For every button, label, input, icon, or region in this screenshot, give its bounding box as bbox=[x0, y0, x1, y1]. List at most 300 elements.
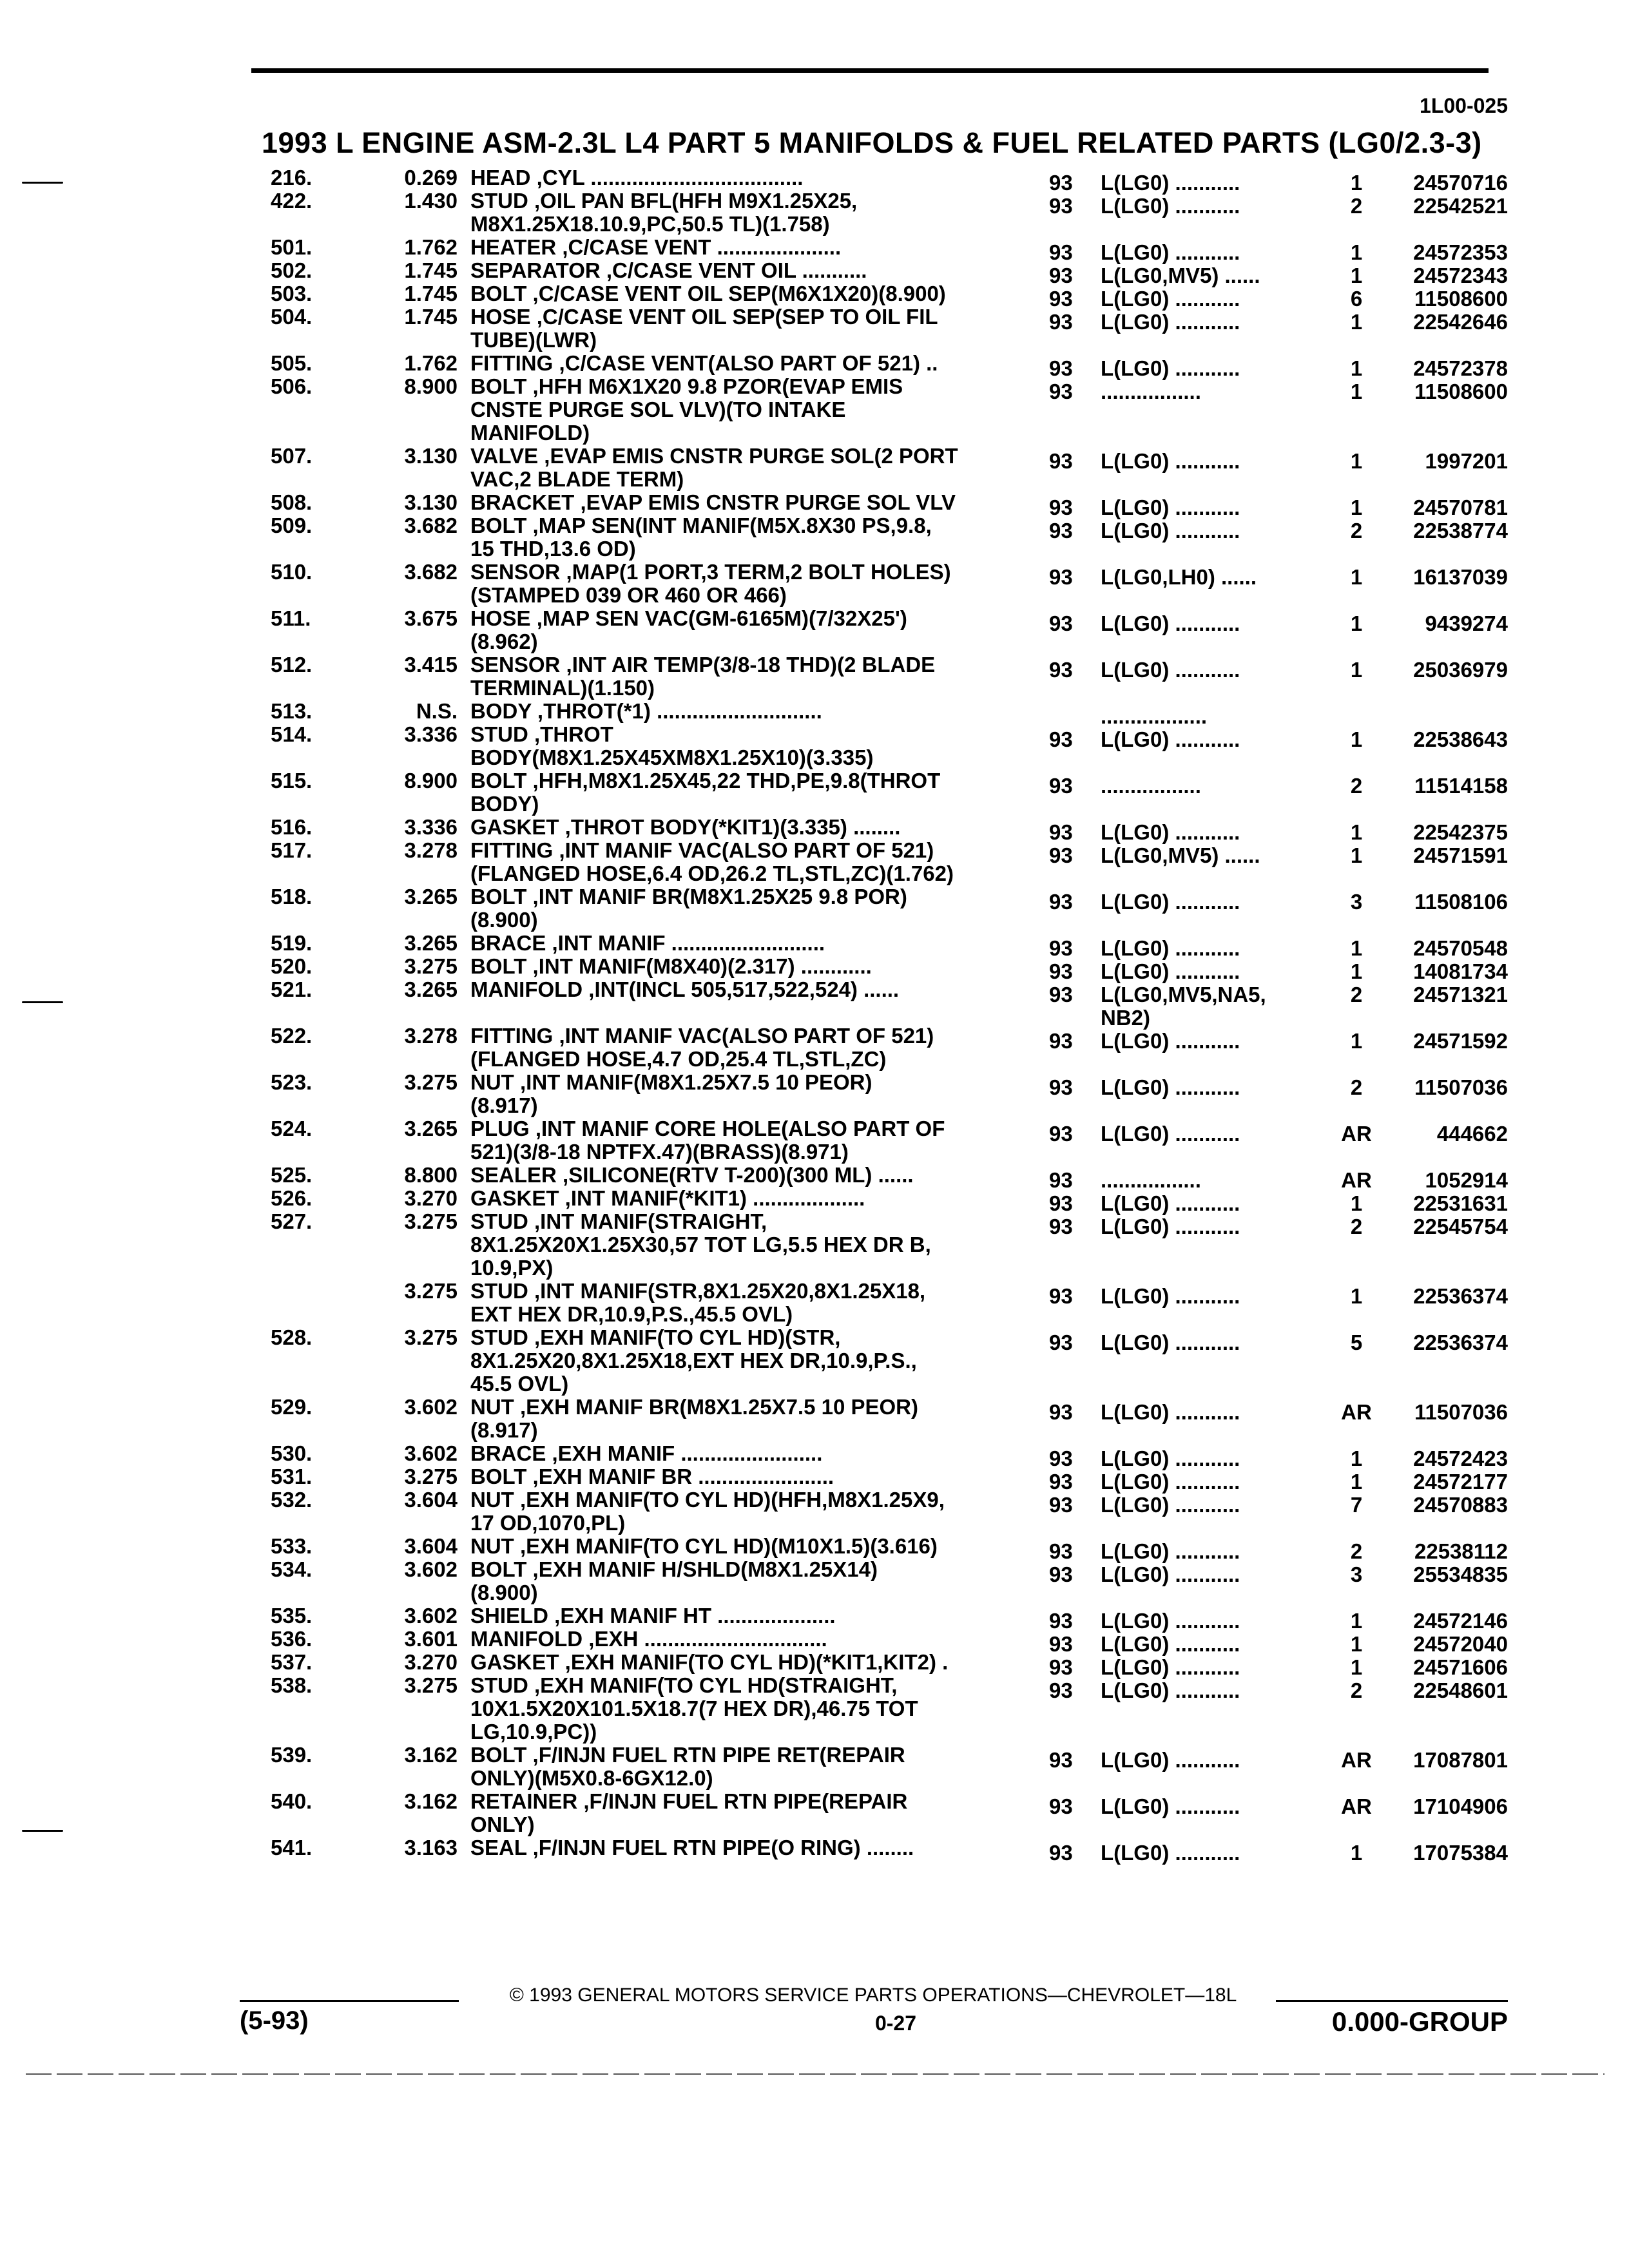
usage-line: L(LG0) ........... bbox=[1101, 1284, 1240, 1308]
group-code: 3.278 bbox=[404, 838, 458, 862]
usage-line: L(LG0) ........... bbox=[1101, 727, 1240, 751]
table-row bbox=[0, 1210, 1629, 1280]
part-description bbox=[470, 932, 1005, 955]
table-row bbox=[0, 258, 1629, 287]
quantity: 2 bbox=[1350, 1215, 1363, 1238]
usage-line: L(LG0) ........... bbox=[1101, 1331, 1240, 1354]
item-number: 519. bbox=[271, 931, 313, 955]
group-code: 3.602 bbox=[404, 1395, 458, 1419]
table-row bbox=[0, 375, 1629, 445]
description-line: STUD ,EXH MANIF(TO CYL HD)(STR, bbox=[470, 1325, 841, 1349]
group-code: 1.745 bbox=[404, 282, 458, 305]
table-row bbox=[0, 514, 1629, 561]
model-year: 93 bbox=[1049, 820, 1073, 844]
usage-line: L(LG0) ........... bbox=[1101, 449, 1240, 473]
model-year: 93 bbox=[1049, 449, 1073, 473]
group-code: 3.602 bbox=[404, 1557, 458, 1581]
quantity: 7 bbox=[1350, 1493, 1363, 1517]
quantity: 3 bbox=[1350, 890, 1363, 914]
quantity: 1 bbox=[1350, 959, 1363, 983]
table-row bbox=[0, 815, 1629, 844]
usage-code bbox=[1101, 1122, 1320, 1146]
description-line: VAC,2 BLADE TERM) bbox=[470, 467, 684, 491]
usage-line: L(LG0,MV5) ...... bbox=[1101, 843, 1260, 867]
table-row bbox=[0, 1117, 1629, 1164]
part-description bbox=[470, 1465, 1005, 1488]
table-row bbox=[0, 723, 1629, 769]
quantity: 1 bbox=[1350, 820, 1363, 844]
table-row bbox=[0, 1071, 1629, 1117]
model-year: 93 bbox=[1049, 519, 1073, 543]
group-code: 1.745 bbox=[404, 258, 458, 282]
usage-code bbox=[1101, 450, 1320, 473]
part-description bbox=[470, 816, 1005, 839]
group-code: 8.800 bbox=[404, 1163, 458, 1187]
part-number: 11507036 bbox=[1414, 1075, 1508, 1099]
group-code: 8.900 bbox=[404, 769, 458, 793]
part-number: 17104906 bbox=[1413, 1794, 1508, 1818]
item-number: 532. bbox=[271, 1488, 313, 1512]
description-line: HOSE ,C/CASE VENT OIL SEP(SEP TO OIL FIL bbox=[470, 305, 938, 329]
model-year: 93 bbox=[1049, 1539, 1073, 1563]
usage-code bbox=[1101, 1285, 1320, 1308]
table-row bbox=[0, 1534, 1629, 1563]
quantity: AR bbox=[1341, 1400, 1372, 1424]
usage-line: L(LG0) ........... bbox=[1101, 1678, 1240, 1702]
item-number: 506. bbox=[271, 374, 313, 398]
part-description bbox=[470, 1117, 1005, 1164]
part-number: 22545754 bbox=[1413, 1215, 1508, 1238]
usage-line: L(LG0) ........... bbox=[1101, 240, 1240, 264]
model-year: 93 bbox=[1049, 264, 1073, 287]
table-row bbox=[0, 1650, 1629, 1679]
description-line: NUT ,INT MANIF(M8X1.25X7.5 10 PEOR) bbox=[470, 1070, 872, 1094]
part-number: 25036979 bbox=[1413, 658, 1508, 682]
item-number: 216. bbox=[271, 166, 313, 189]
quantity: 1 bbox=[1350, 727, 1363, 751]
table-row bbox=[0, 1604, 1629, 1633]
item-number: 517. bbox=[271, 838, 313, 862]
description-line: SEALER ,SILICONE(RTV T-200)(300 ML) ...... bbox=[470, 1163, 914, 1187]
model-year: 93 bbox=[1049, 1470, 1073, 1494]
usage-line: L(LG0,MV5) ...... bbox=[1101, 264, 1260, 287]
description-line: (FLANGED HOSE,6.4 OD,26.2 TL,STL,ZC)(1.762) bbox=[470, 861, 954, 885]
item-number: 536. bbox=[271, 1627, 313, 1651]
top-rule bbox=[251, 68, 1489, 73]
table-row bbox=[0, 1280, 1629, 1326]
quantity: 1 bbox=[1350, 356, 1363, 380]
part-description bbox=[470, 607, 1005, 653]
quantity: 1 bbox=[1350, 1446, 1363, 1470]
group-code: 3.602 bbox=[404, 1441, 458, 1465]
model-year: 93 bbox=[1049, 565, 1073, 589]
quantity: AR bbox=[1341, 1122, 1372, 1146]
quantity: 1 bbox=[1350, 1191, 1363, 1215]
item-number: 501. bbox=[271, 235, 313, 259]
quantity: 1 bbox=[1350, 264, 1363, 287]
quantity: 2 bbox=[1350, 774, 1363, 798]
item-number: 512. bbox=[271, 653, 313, 677]
usage-code bbox=[1101, 658, 1320, 682]
part-description bbox=[470, 259, 1005, 282]
group-code: 3.604 bbox=[404, 1488, 458, 1512]
part-description bbox=[470, 955, 1005, 978]
quantity: AR bbox=[1341, 1168, 1372, 1192]
model-year: 93 bbox=[1049, 727, 1073, 751]
description-line: BODY(M8X1.25X45XM8X1.25X10)(3.335) bbox=[470, 745, 874, 769]
part-number: 1997201 bbox=[1425, 449, 1508, 473]
quantity: 1 bbox=[1350, 843, 1363, 867]
usage-code bbox=[1101, 1563, 1320, 1586]
quantity: 1 bbox=[1350, 1284, 1363, 1308]
table-row bbox=[0, 561, 1629, 607]
description-line: (8.917) bbox=[470, 1093, 538, 1117]
model-year: 93 bbox=[1049, 1029, 1073, 1053]
usage-line: L(LG0) ........... bbox=[1101, 890, 1240, 914]
group-code: 3.265 bbox=[404, 931, 458, 955]
part-number: 11508106 bbox=[1414, 890, 1508, 914]
description-line: (STAMPED 039 OR 460 OR 466) bbox=[470, 583, 787, 607]
item-number: 513. bbox=[271, 699, 313, 723]
model-year: 93 bbox=[1049, 1794, 1073, 1818]
part-description bbox=[470, 514, 1005, 561]
model-year: 93 bbox=[1049, 1191, 1073, 1215]
part-number: 9439274 bbox=[1425, 611, 1508, 635]
part-number: 22542646 bbox=[1413, 310, 1508, 334]
table-row bbox=[0, 1186, 1629, 1215]
part-description bbox=[470, 305, 1005, 352]
description-line: BOLT ,MAP SEN(INT MANIF(M5X.8X30 PS,9.8, bbox=[470, 514, 932, 537]
part-number: 444662 bbox=[1436, 1122, 1508, 1146]
description-line: MANIFOLD ,INT(INCL 505,517,522,524) ...... bbox=[470, 977, 900, 1001]
table-row bbox=[0, 885, 1629, 932]
description-line: 15 THD,13.6 OD) bbox=[470, 537, 636, 561]
item-number: 529. bbox=[271, 1395, 313, 1419]
usage-line: L(LG0) ........... bbox=[1101, 1655, 1240, 1679]
model-year: 93 bbox=[1049, 1493, 1073, 1517]
table-row bbox=[0, 166, 1629, 195]
item-number: 515. bbox=[271, 769, 313, 793]
usage-line: L(LG0) ........... bbox=[1101, 194, 1240, 218]
quantity: 5 bbox=[1350, 1331, 1363, 1354]
group-code: 3.162 bbox=[404, 1743, 458, 1767]
part-description bbox=[470, 1187, 1005, 1210]
model-year: 93 bbox=[1049, 495, 1073, 519]
group-code: 3.265 bbox=[404, 1117, 458, 1140]
quantity: 1 bbox=[1350, 1655, 1363, 1679]
table-row bbox=[0, 1744, 1629, 1790]
item-number: 509. bbox=[271, 514, 313, 537]
part-number: 24572177 bbox=[1413, 1470, 1508, 1494]
model-year: 93 bbox=[1049, 1632, 1073, 1656]
description-line: BOLT ,HFH M6X1X20 9.8 PZOR(EVAP EMIS bbox=[470, 374, 903, 398]
part-description bbox=[470, 1604, 1005, 1628]
part-description bbox=[470, 166, 1005, 189]
model-year: 93 bbox=[1049, 1215, 1073, 1238]
description-line: NUT ,EXH MANIF(TO CYL HD)(HFH,M8X1.25X9, bbox=[470, 1488, 945, 1512]
part-number: 24572040 bbox=[1413, 1632, 1508, 1656]
part-number: 22548601 bbox=[1413, 1678, 1508, 1702]
description-line: SENSOR ,INT AIR TEMP(3/8-18 THD)(2 BLADE bbox=[470, 653, 936, 677]
description-line: BODY) bbox=[470, 792, 539, 816]
group-code: 3.682 bbox=[404, 514, 458, 537]
table-row bbox=[0, 445, 1629, 491]
description-line: BOLT ,F/INJN FUEL RTN PIPE RET(REPAIR bbox=[470, 1743, 905, 1767]
usage-code bbox=[1101, 519, 1320, 543]
group-code: 3.675 bbox=[404, 606, 458, 630]
group-code: 3.130 bbox=[404, 444, 458, 468]
part-number: 16137039 bbox=[1413, 565, 1508, 589]
usage-code bbox=[1101, 612, 1320, 635]
part-description bbox=[470, 1836, 1005, 1860]
description-line: SHIELD ,EXH MANIF HT .................... bbox=[470, 1604, 836, 1628]
description-line: 8X1.25X20,8X1.25X18,EXT HEX DR,10.9,P.S., bbox=[470, 1349, 917, 1372]
usage-line: NB2) bbox=[1101, 1006, 1151, 1030]
table-row bbox=[0, 1326, 1629, 1396]
description-line: SEAL ,F/INJN FUEL RTN PIPE(O RING) ........ bbox=[470, 1836, 914, 1860]
usage-code bbox=[1101, 1401, 1320, 1424]
description-line: 10.9,PX) bbox=[470, 1256, 554, 1280]
usage-code bbox=[1101, 774, 1320, 798]
item-number: 422. bbox=[271, 189, 313, 213]
usage-line: L(LG0) ........... bbox=[1101, 820, 1240, 844]
description-line: SEPARATOR ,C/CASE VENT OIL ........... bbox=[470, 258, 867, 282]
part-number: 22536374 bbox=[1413, 1331, 1508, 1354]
group-code: 3.130 bbox=[404, 490, 458, 514]
usage-line: L(LG0) ........... bbox=[1101, 1748, 1240, 1772]
usage-code bbox=[1101, 1494, 1320, 1517]
usage-line: L(LG0) ........... bbox=[1101, 1029, 1240, 1053]
part-description bbox=[470, 1744, 1005, 1790]
item-number: 516. bbox=[271, 815, 313, 839]
table-row bbox=[0, 351, 1629, 380]
description-line: BOLT ,INT MANIF BR(M8X1.25X25 9.8 POR) bbox=[470, 885, 907, 908]
description-line: BOLT ,EXH MANIF H/SHLD(M8X1.25X14) bbox=[470, 1557, 878, 1581]
quantity: 1 bbox=[1350, 1841, 1363, 1865]
part-number: 22538774 bbox=[1413, 519, 1508, 543]
model-year: 93 bbox=[1049, 1446, 1073, 1470]
group-code: 3.278 bbox=[404, 1024, 458, 1048]
description-line: CNSTE PURGE SOL VLV)(TO INTAKE bbox=[470, 398, 846, 421]
usage-line: L(LG0) ........... bbox=[1101, 519, 1240, 543]
part-number: 1052914 bbox=[1425, 1168, 1508, 1192]
quantity: 3 bbox=[1350, 1562, 1363, 1586]
description-line: BOLT ,C/CASE VENT OIL SEP(M6X1X20)(8.900) bbox=[470, 282, 946, 305]
part-number: 17075384 bbox=[1413, 1841, 1508, 1865]
group-code: 3.275 bbox=[404, 1279, 458, 1303]
table-row bbox=[0, 1674, 1629, 1744]
description-line: STUD ,OIL PAN BFL(HFH M9X1.25X25, bbox=[470, 189, 858, 213]
item-number: 503. bbox=[271, 282, 313, 305]
item-number: 527. bbox=[271, 1209, 313, 1233]
description-line: ONLY) bbox=[470, 1812, 535, 1836]
model-year: 93 bbox=[1049, 1678, 1073, 1702]
group-code: 3.336 bbox=[404, 815, 458, 839]
usage-line: ................. bbox=[1101, 774, 1201, 798]
usage-code bbox=[1101, 844, 1320, 867]
part-description bbox=[470, 236, 1005, 259]
parts-table bbox=[0, 166, 1629, 1865]
item-number: 520. bbox=[271, 954, 313, 978]
usage-line: L(LG0) ........... bbox=[1101, 959, 1240, 983]
description-line: ONLY)(M5X0.8-6GX12.0) bbox=[470, 1766, 713, 1790]
part-description bbox=[470, 1558, 1005, 1604]
usage-line: L(LG0) ........... bbox=[1101, 287, 1240, 311]
part-number: 11514158 bbox=[1414, 774, 1508, 798]
quantity: 2 bbox=[1350, 1539, 1363, 1563]
item-number: 525. bbox=[271, 1163, 313, 1187]
usage-line: L(LG0) ........... bbox=[1101, 936, 1240, 960]
group-code: N.S. bbox=[416, 699, 458, 723]
table-row bbox=[0, 1163, 1629, 1192]
part-description bbox=[470, 282, 1005, 305]
item-number: 537. bbox=[271, 1650, 313, 1674]
description-line: 17 OD,1070,PL) bbox=[470, 1511, 626, 1535]
item-number: 508. bbox=[271, 490, 313, 514]
description-line: PLUG ,INT MANIF CORE HOLE(ALSO PART OF bbox=[470, 1117, 945, 1140]
part-description bbox=[470, 561, 1005, 607]
model-year: 93 bbox=[1049, 380, 1073, 403]
quantity: 2 bbox=[1350, 194, 1363, 218]
part-description bbox=[470, 189, 1005, 236]
part-number: 24571606 bbox=[1413, 1655, 1508, 1679]
part-number: 24571592 bbox=[1413, 1029, 1508, 1053]
quantity: 1 bbox=[1350, 1470, 1363, 1494]
description-line: HEATER ,C/CASE VENT ..................... bbox=[470, 235, 842, 259]
quantity: 1 bbox=[1350, 1029, 1363, 1053]
usage-line: L(LG0) ........... bbox=[1101, 356, 1240, 380]
model-year: 93 bbox=[1049, 936, 1073, 960]
usage-line: .................. bbox=[1101, 704, 1208, 728]
quantity: AR bbox=[1341, 1794, 1372, 1818]
item-number: 514. bbox=[271, 722, 313, 746]
description-line: M8X1.25X18.10.9,PC,50.5 TL)(1.758) bbox=[470, 212, 830, 236]
description-line: STUD ,INT MANIF(STR,8X1.25X20,8X1.25X18, bbox=[470, 1279, 926, 1303]
table-row bbox=[0, 931, 1629, 960]
part-description bbox=[470, 1790, 1005, 1836]
item-number: 521. bbox=[271, 977, 313, 1001]
group-code: 3.163 bbox=[404, 1836, 458, 1860]
usage-line: L(LG0) ........... bbox=[1101, 1215, 1240, 1238]
quantity: 6 bbox=[1350, 287, 1363, 311]
table-row bbox=[0, 1396, 1629, 1442]
usage-code bbox=[1101, 1030, 1320, 1053]
usage-code bbox=[1101, 1331, 1320, 1354]
group-code: 1.745 bbox=[404, 305, 458, 329]
group-label: 0.000-GROUP bbox=[1331, 2006, 1508, 2037]
usage-line: L(LG0) ........... bbox=[1101, 658, 1240, 682]
usage-line: L(LG0) ........... bbox=[1101, 611, 1240, 635]
description-line: TERMINAL)(1.150) bbox=[470, 676, 655, 700]
usage-code bbox=[1101, 311, 1320, 334]
usage-line: L(LG0) ........... bbox=[1101, 1539, 1240, 1563]
part-description bbox=[470, 1210, 1005, 1280]
item-number: 538. bbox=[271, 1673, 313, 1697]
usage-line: L(LG0) ........... bbox=[1101, 1470, 1240, 1494]
part-description bbox=[470, 978, 1005, 1001]
part-description bbox=[470, 653, 1005, 700]
part-description bbox=[470, 1326, 1005, 1396]
description-line: EXT HEX DR,10.9,P.S.,45.5 OVL) bbox=[470, 1302, 793, 1326]
usage-code bbox=[1101, 728, 1320, 751]
description-line: (8.962) bbox=[470, 629, 538, 653]
table-row bbox=[0, 1441, 1629, 1470]
group-code: 3.270 bbox=[404, 1650, 458, 1674]
model-year: 93 bbox=[1049, 240, 1073, 264]
model-year: 93 bbox=[1049, 1168, 1073, 1192]
description-line: (FLANGED HOSE,4.7 OD,25.4 TL,STL,ZC) bbox=[470, 1047, 887, 1071]
description-line: BOLT ,HFH,M8X1.25X45,22 THD,PE,9.8(THROT bbox=[470, 769, 941, 793]
model-year: 93 bbox=[1049, 1331, 1073, 1354]
item-number: 540. bbox=[271, 1789, 313, 1813]
part-description bbox=[470, 1164, 1005, 1187]
part-number: 14081734 bbox=[1413, 959, 1508, 983]
table-row bbox=[0, 607, 1629, 653]
description-line: 45.5 OVL) bbox=[470, 1372, 569, 1396]
description-line: STUD ,INT MANIF(STRAIGHT, bbox=[470, 1209, 767, 1233]
model-year: 93 bbox=[1049, 774, 1073, 798]
part-description bbox=[470, 1442, 1005, 1465]
part-number: 22538643 bbox=[1413, 727, 1508, 751]
usage-code bbox=[1101, 1679, 1320, 1702]
table-row bbox=[0, 189, 1629, 236]
model-year: 93 bbox=[1049, 1400, 1073, 1424]
item-number: 535. bbox=[271, 1604, 313, 1628]
model-year: 93 bbox=[1049, 1748, 1073, 1772]
bottom-rule bbox=[26, 2073, 1605, 2075]
quantity: 1 bbox=[1350, 1632, 1363, 1656]
group-code: 8.900 bbox=[404, 374, 458, 398]
description-line: BODY ,THROT(*1) ............................ bbox=[470, 699, 822, 723]
model-year: 93 bbox=[1049, 983, 1073, 1006]
usage-line: L(LG0,LH0) ...... bbox=[1101, 565, 1257, 589]
footer-rule-left bbox=[240, 2000, 459, 2002]
part-description bbox=[470, 375, 1005, 445]
usage-line: L(LG0) ........... bbox=[1101, 171, 1240, 195]
part-description bbox=[470, 1396, 1005, 1442]
part-number: 17087801 bbox=[1413, 1748, 1508, 1772]
description-line: BRACKET ,EVAP EMIS CNSTR PURGE SOL VLV bbox=[470, 490, 956, 514]
part-description bbox=[470, 445, 1005, 491]
part-number: 11508600 bbox=[1414, 287, 1508, 311]
usage-line: L(LG0) ........... bbox=[1101, 1075, 1240, 1099]
model-year: 93 bbox=[1049, 658, 1073, 682]
part-description bbox=[470, 1488, 1005, 1535]
part-description bbox=[470, 1674, 1005, 1744]
quantity: 1 bbox=[1350, 495, 1363, 519]
model-year: 93 bbox=[1049, 1655, 1073, 1679]
model-year: 93 bbox=[1049, 1841, 1073, 1865]
part-number: 24572353 bbox=[1413, 240, 1508, 264]
description-line: BOLT ,EXH MANIF BR ....................... bbox=[470, 1465, 834, 1488]
usage-line: L(LG0) ........... bbox=[1101, 310, 1240, 334]
item-number: 510. bbox=[271, 560, 313, 584]
group-code: 1.762 bbox=[404, 235, 458, 259]
usage-code bbox=[1101, 380, 1320, 403]
item-number: 518. bbox=[271, 885, 313, 908]
part-number: 22531631 bbox=[1413, 1191, 1508, 1215]
model-year: 93 bbox=[1049, 890, 1073, 914]
group-code: 1.430 bbox=[404, 189, 458, 213]
quantity: 2 bbox=[1350, 519, 1363, 543]
item-number: 504. bbox=[271, 305, 313, 329]
table-row bbox=[0, 653, 1629, 700]
description-line: (8.900) bbox=[470, 908, 538, 932]
usage-line: L(LG0) ........... bbox=[1101, 1609, 1240, 1633]
group-code: 3.415 bbox=[404, 653, 458, 677]
model-year: 93 bbox=[1049, 611, 1073, 635]
description-line: MANIFOLD ,EXH ............................... bbox=[470, 1627, 827, 1651]
